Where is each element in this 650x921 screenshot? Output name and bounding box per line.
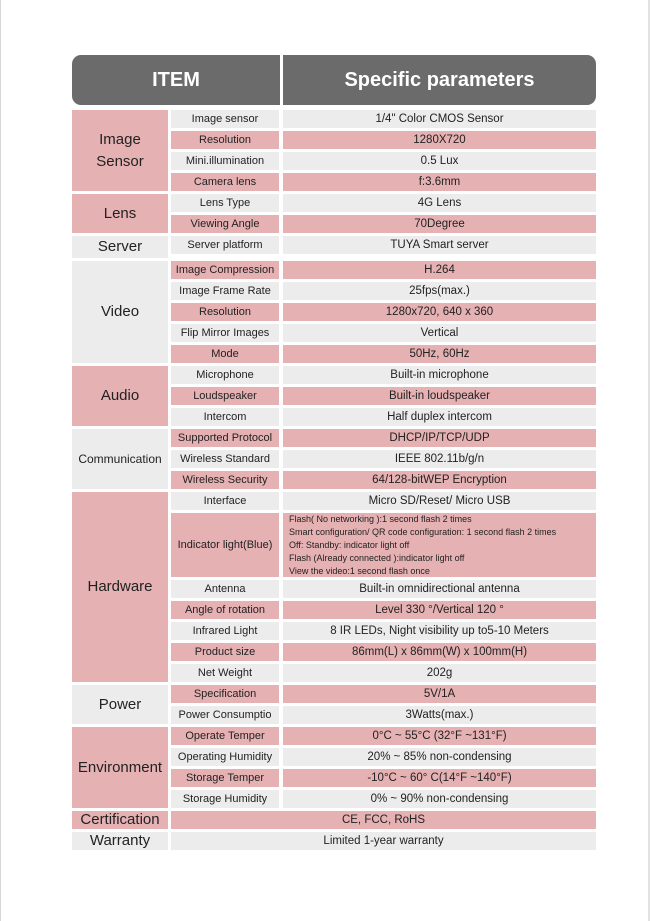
spec-group-environment (72, 727, 596, 808)
spec-key: Angle of rotation (171, 601, 279, 619)
spec-value: 5V/1A (283, 685, 596, 703)
spec-key: Indicator light(Blue) (171, 513, 279, 577)
spec-value: DHCP/IP/TCP/UDP (283, 429, 596, 447)
spec-key: Resolution (171, 303, 279, 321)
spec-row-operate-temper (171, 727, 596, 745)
spec-value: 1280x720, 640 x 360 (283, 303, 596, 321)
spec-row-net-weight (171, 664, 596, 682)
spec-row-wireless-standard (171, 450, 596, 468)
spec-key: Image Compression (171, 261, 279, 279)
spec-value-line: Flash (Already connected ):indicator light off (289, 552, 465, 563)
spec-value-line: Off: Standby: indicator light off (289, 539, 410, 550)
spec-value: 202g (283, 664, 596, 682)
spec-row-product-size (171, 643, 596, 661)
spec-row-resolution (171, 131, 596, 149)
group-label: Video (72, 261, 168, 363)
spec-row-loudspeaker (171, 387, 596, 405)
spec-row-infrared-light (171, 622, 596, 640)
spec-row-resolution (171, 303, 596, 321)
spec-value-line: Smart configuration/ QR code configuration: 1 second flash 2 times (289, 526, 557, 537)
spec-value: 64/128-bitWEP Encryption (283, 471, 596, 489)
spec-value: Micro SD/Reset/ Micro USB (283, 492, 596, 510)
spec-key: Image Frame Rate (171, 282, 279, 300)
group-rows (171, 429, 596, 489)
spec-value: Built-in loudspeaker (283, 387, 596, 405)
spec-row-indicator-light-blue (171, 513, 596, 577)
spec-value: 0% ~ 90% non-condensing (283, 790, 596, 808)
spec-key: Camera lens (171, 173, 279, 191)
spec-row-viewing-angle (171, 215, 596, 233)
group-label: Warranty (72, 832, 168, 850)
spec-value-line: View the video:1 second flash once (289, 565, 430, 576)
spec-key: Interface (171, 492, 279, 510)
spec-row-certification (72, 811, 596, 829)
spec-key: Intercom (171, 408, 279, 426)
group-rows (171, 261, 596, 363)
page-left-edge (0, 0, 1, 921)
group-label: Environment (72, 727, 168, 808)
group-label: Audio (72, 366, 168, 426)
spec-row-supported-protocol (171, 429, 596, 447)
spec-value: 0°C ~ 55°C (32°F ~131°F) (283, 727, 596, 745)
spec-key: Storage Temper (171, 769, 279, 787)
spec-key: Specification (171, 685, 279, 703)
spec-value: 8 IR LEDs, Night visibility up to5-10 Meters (283, 622, 596, 640)
spec-group-image-sensor (72, 110, 596, 191)
spec-value (283, 513, 596, 577)
spec-row-interface (171, 492, 596, 510)
spec-row-antenna (171, 580, 596, 598)
group-rows (171, 194, 596, 233)
spec-value-line: Flash( No networking ):1 second flash 2 times (289, 513, 472, 524)
spec-row-mini-illumination (171, 152, 596, 170)
spec-value: Limited 1-year warranty (171, 832, 596, 850)
spec-value: Built-in microphone (283, 366, 596, 384)
group-rows (171, 110, 596, 191)
spec-row-wireless-security (171, 471, 596, 489)
spec-table-header (72, 55, 596, 105)
spec-group-communication (72, 429, 596, 489)
spec-value: 3Watts(max.) (283, 706, 596, 724)
spec-value: 25fps(max.) (283, 282, 596, 300)
spec-value: H.264 (283, 261, 596, 279)
spec-key: Loudspeaker (171, 387, 279, 405)
spec-row-storage-humidity (171, 790, 596, 808)
group-rows (171, 685, 596, 724)
group-rows (171, 366, 596, 426)
spec-value: Half duplex intercom (283, 408, 596, 426)
spec-value: 50Hz, 60Hz (283, 345, 596, 363)
spec-group-server (72, 236, 596, 258)
parameters-column-header: Specific parameters (344, 68, 535, 91)
spec-value: TUYA Smart server (283, 236, 596, 254)
spec-key: Power Consumptio (171, 706, 279, 724)
spec-key: Wireless Security (171, 471, 279, 489)
spec-group-hardware (72, 492, 596, 682)
spec-row-specification (171, 685, 596, 703)
group-rows (171, 727, 596, 808)
spec-value: 0.5 Lux (283, 152, 596, 170)
spec-key: Product size (171, 643, 279, 661)
spec-value: 1280X720 (283, 131, 596, 149)
spec-value: f:3.6mm (283, 173, 596, 191)
spec-group-lens (72, 194, 596, 233)
spec-row-operating-humidity (171, 748, 596, 766)
spec-row-lens-type (171, 194, 596, 212)
spec-value: 20% ~ 85% non-condensing (283, 748, 596, 766)
spec-key: Wireless Standard (171, 450, 279, 468)
group-label: Image Sensor (72, 110, 168, 191)
spec-key: Resolution (171, 131, 279, 149)
spec-value: CE, FCC, RoHS (171, 811, 596, 829)
item-column-header: ITEM (72, 55, 283, 105)
spec-key: Mode (171, 345, 279, 363)
spec-row-intercom (171, 408, 596, 426)
spec-key: Viewing Angle (171, 215, 279, 233)
spec-group-audio (72, 366, 596, 426)
spec-row-microphone (171, 366, 596, 384)
spec-key: Operating Humidity (171, 748, 279, 766)
spec-row-warranty (72, 832, 596, 850)
spec-value: Level 330 °/Vertical 120 ° (283, 601, 596, 619)
spec-value: 86mm(L) x 86mm(W) x 100mm(H) (283, 643, 596, 661)
spec-key: Infrared Light (171, 622, 279, 640)
spec-sheet (72, 55, 596, 853)
spec-row-image-compression (171, 261, 596, 279)
spec-row-image-sensor (171, 110, 596, 128)
spec-value: 1/4" Color CMOS Sensor (283, 110, 596, 128)
spec-row-flip-mirror-images (171, 324, 596, 342)
group-label: Certification (72, 811, 168, 829)
spec-value: IEEE 802.11b/g/n (283, 450, 596, 468)
spec-group-video (72, 261, 596, 363)
spec-value: Vertical (283, 324, 596, 342)
spec-key: Lens Type (171, 194, 279, 212)
spec-row-angle-of-rotation (171, 601, 596, 619)
spec-key: Storage Humidity (171, 790, 279, 808)
spec-key: Mini.illumination (171, 152, 279, 170)
spec-value: 4G Lens (283, 194, 596, 212)
group-rows (171, 236, 596, 258)
spec-row-camera-lens (171, 173, 596, 191)
spec-key: Flip Mirror Images (171, 324, 279, 342)
spec-value: Built-in omnidirectional antenna (283, 580, 596, 598)
spec-key: Operate Temper (171, 727, 279, 745)
spec-key: Supported Protocol (171, 429, 279, 447)
spec-value: -10°C ~ 60° C(14°F ~140°F) (283, 769, 596, 787)
group-label: Power (72, 685, 168, 724)
group-label: Server (72, 236, 168, 258)
spec-row-power-consumptio (171, 706, 596, 724)
spec-group-power (72, 685, 596, 724)
spec-key: Antenna (171, 580, 279, 598)
spec-row-server-platform (171, 236, 596, 254)
group-rows (171, 492, 596, 682)
group-label: Hardware (72, 492, 168, 682)
spec-key: Image sensor (171, 110, 279, 128)
spec-row-mode (171, 345, 596, 363)
group-label: Lens (72, 194, 168, 233)
spec-row-image-frame-rate (171, 282, 596, 300)
spec-table-body (72, 110, 596, 850)
spec-row-storage-temper (171, 769, 596, 787)
spec-key: Net Weight (171, 664, 279, 682)
spec-key: Microphone (171, 366, 279, 384)
spec-value: 70Degree (283, 215, 596, 233)
group-label: Communication (72, 429, 168, 489)
spec-key: Server platform (171, 236, 279, 254)
